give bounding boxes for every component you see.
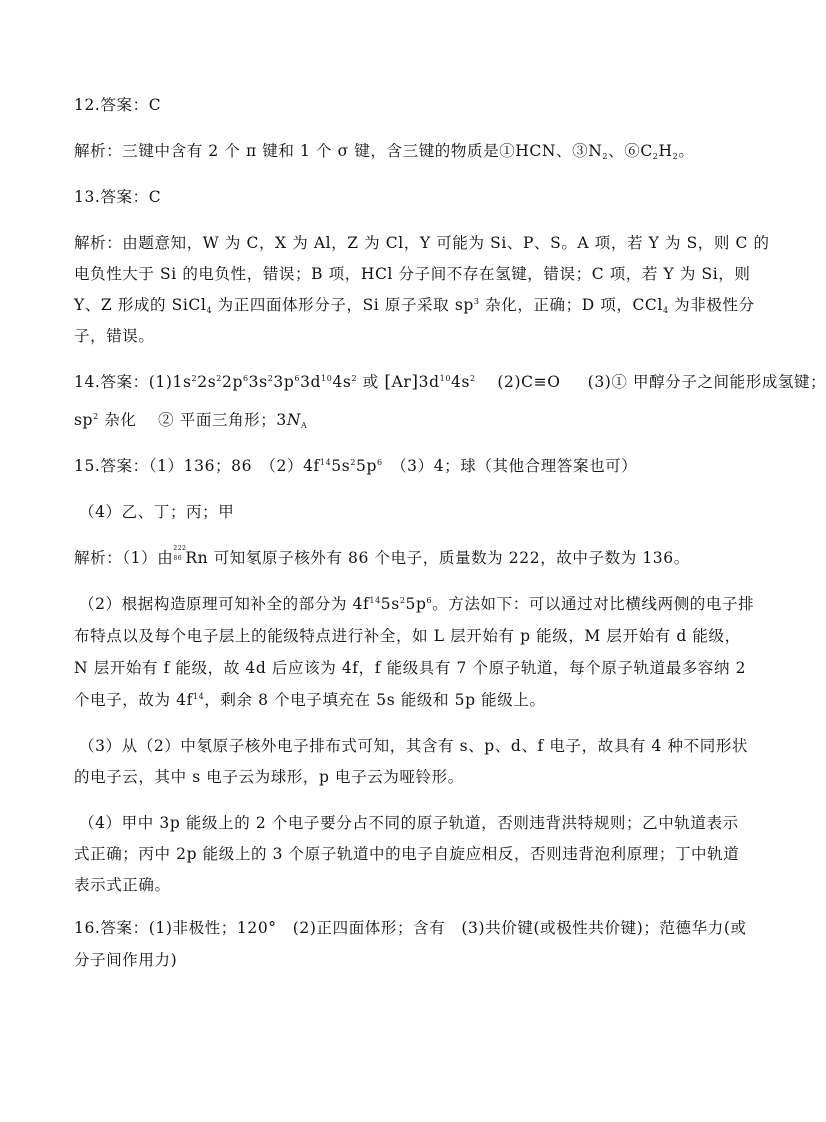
q14-answer-line-2: $sp^2$ 杂化 ② 平面三角形；$3N_A$	[74, 411, 308, 430]
q13-answer: 13.答案：C	[74, 188, 162, 206]
q15-analysis-3-line-1: （3）从（2）中氡原子核外电子排布式可知，其含有 s、p、d、f 电子，故具有 4 种不同形状	[79, 737, 749, 755]
q15-analysis-2-line-1: （2）根据构造原理可知补全的部分为 $4f^{14}5s^25p^6$。方法如下：可以通过对比横线两侧的电子排	[79, 595, 755, 613]
q15-analysis-4-line-2: 式正确；丙中 2p 能级上的 3 个原子轨道中的电子自旋应相反，否则违背泡利原理；丁中轨道	[74, 845, 740, 863]
q12-answer: 12.答案：C	[74, 96, 162, 114]
q12-analysis: 解析：三键中含有 2 个 π 键和 1 个 σ 键，含三键的物质是①HCN、$③N_2$、$⑥C_2H_2$。	[74, 142, 695, 161]
bracket-close: ]	[411, 372, 419, 392]
q15-a2-l1a: （2）根据构造原理可知补全的部分为 4f	[79, 595, 370, 613]
q16-answer-line-1: 16.答案：(1)非极性；120° (2)正四面体形；含有 (3)共价键(或极性共价键)；范德华力(或	[74, 919, 747, 937]
q13-l3c: 杂化，正确；D 项，CCl	[479, 296, 663, 314]
q15-analysis-2-line-4: 个电子，故为 $4f^{14}$，剩余 8 个电子填充在 5s 能级和 5p 能级上。	[74, 691, 546, 709]
q14-or: 或	[357, 373, 385, 391]
q13-l3b: 为正四面体形分子，Si 原子采取 sp	[212, 296, 474, 314]
q15-a1-tail: 可知氡原子核外有 86 个电子，质量数为 222，故中子数为 136。	[208, 549, 690, 567]
q15-analysis-2-line-2: 布特点以及每个电子层上的能级特点进行补全，如 L 层开始有 p 能级，M 层开始有 d 能级，	[74, 627, 741, 645]
q14-l2c: ② 平面三角形；3	[158, 411, 287, 429]
avogadro-symbol: N	[286, 411, 302, 429]
q15-analysis-3-line-2: 的电子云，其中 s 电子云为球形，p 电子云为哑铃形。	[74, 768, 464, 786]
q14-l2a: sp	[74, 411, 94, 429]
radon-atomic-number: 86	[173, 555, 183, 562]
q15-analysis-4-line-1: （4）甲中 3p 能级上的 2 个电子要分占不同的原子轨道，否则违背洪特规则；乙中轨道表示	[79, 814, 739, 832]
q12-analysis-tail: 。	[678, 142, 695, 160]
q13-l3d: 为非极性分	[668, 296, 755, 314]
q13-analysis-line-4: 子，错误。	[74, 327, 155, 345]
q15-a2-l4b: ，剩余 8 个电子填充在 5s 能级和 5p 能级上。	[204, 691, 546, 709]
q15-analysis-2-line-3: N 层开始有 f 能级，故 4d 后应该为 4f，f 能级具有 7 个原子轨道，每个原子轨道最多容纳 2	[74, 659, 747, 677]
q14-p2: (2)C≡O	[497, 373, 561, 391]
q15-analysis-4-line-3: 表示式正确。	[74, 876, 171, 894]
q13-analysis-line-1: 解析：由题意知，W 为 C，X 为 Al，Z 为 Cl，Y 可能为 Si、P、S。A 项，若 Y 为 S，则 C 的	[74, 234, 770, 252]
q15-a2-l1b: 。方法如下：可以通过对比横线两侧的电子排	[432, 595, 755, 613]
q12-analysis-sep: 、⑥	[608, 142, 641, 160]
radon-nuclide-notation	[173, 545, 187, 563]
q15-answer-mid: （3）4；球（其他合理答案也可）	[398, 457, 638, 475]
q13-analysis-line-2: 电负性大于 Si 的电负性，错误；B 项，HCl 分子间不存在氢键，错误；C 项，若 Y 为 Si，则	[74, 265, 751, 283]
q15-analysis-1	[74, 545, 724, 568]
radon-mass-number: 222	[173, 545, 187, 552]
q13-analysis-line-3: Y、Z 形成的 SiCl$_4$ 为正四面体形分子，Si 原子采取 $sp^3$ 杂化，正确；D 项，CCl$_4$ 为非极性分	[74, 296, 755, 315]
q14-prefix: 14.答案：(1)	[74, 373, 173, 391]
q12-analysis-prefix: 解析：三键中含有 2 个 π 键和 1 个 σ 键，含三键的物质是①HCN、③	[74, 142, 589, 160]
q15-answer-prefix: 15.答案：（1）136；86 （2）4f	[74, 457, 320, 475]
radon-symbol: Rn	[185, 549, 209, 567]
bracket-open: [	[384, 372, 392, 392]
q15-answer-line-2: （4）乙、丁；丙；甲	[79, 503, 235, 521]
q14-l2b: 杂化	[98, 411, 137, 429]
q14-p3: (3)① 甲醇分子之间能形成氢键；	[587, 373, 826, 391]
q14-answer-line-1: 14.答案：$(1)1s^22s^22p^63s^23p^63d^{10}4s^2$ 或 $[Ar]3d^{10}4s^2$ (2)C≡O (3)① 甲醇分子之间能形成氢键；	[74, 372, 826, 392]
q16-answer-line-2: 分子间作用力)	[74, 951, 178, 969]
q15-answer-line-1: 15.答案：（1）136；86 $(2)4f^{14}5s^25p^6$ （3）4；球（其他合理答案也可）	[74, 457, 638, 475]
q15-a2-l4a: 个电子，故为 4f	[74, 691, 193, 709]
q15-a1-prefix: 解析：（1）由	[74, 549, 174, 567]
q13-l3a: Y、Z 形成的 SiCl	[74, 296, 207, 314]
